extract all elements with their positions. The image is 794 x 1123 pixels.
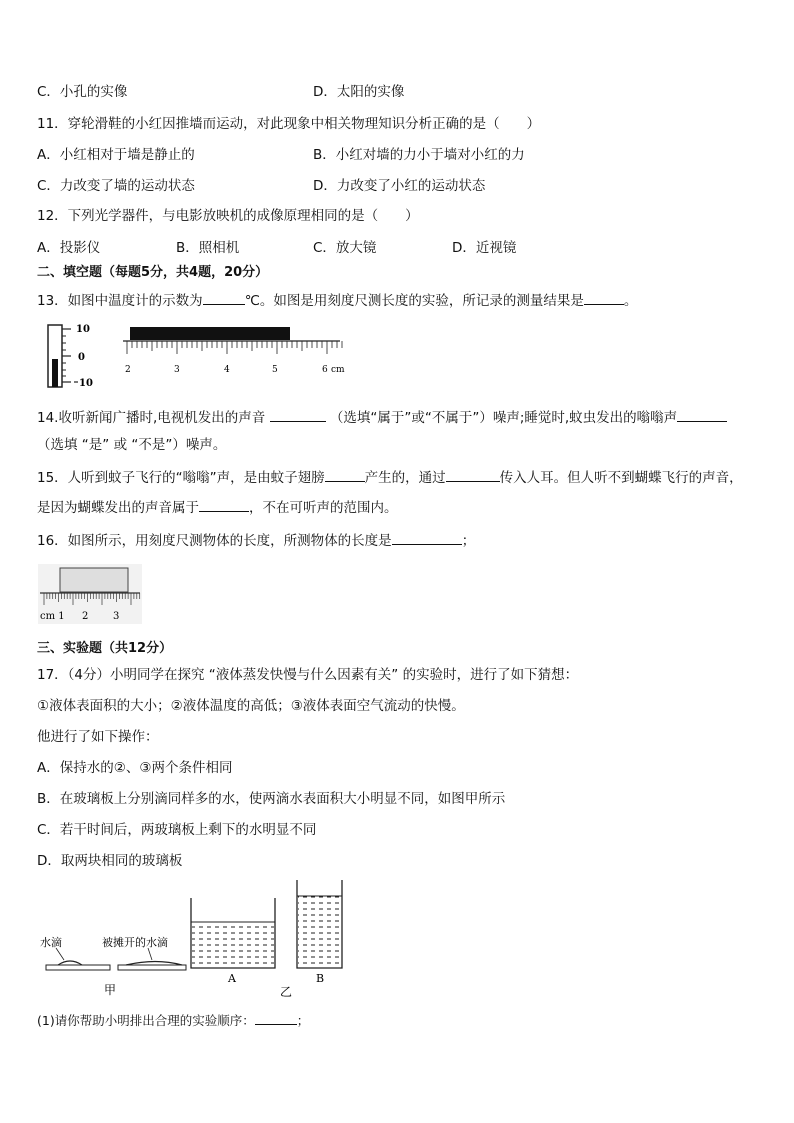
label-container-a: A	[228, 972, 236, 985]
q12-option-c: C．放大镜	[313, 240, 377, 256]
label-spread-drop: 被摊开的水滴	[102, 936, 168, 949]
label-yi: 乙	[280, 985, 293, 999]
section-2-title: 二、填空题（每题5分，共4题，20分）	[37, 265, 269, 280]
q14-line-1	[37, 407, 727, 428]
q13-ruler-svg	[118, 325, 358, 380]
q15-text-4: 是因为蝴蝶发出的声音属于	[37, 500, 199, 516]
q14-blank-2[interactable]	[677, 407, 727, 422]
measured-bar	[130, 327, 290, 340]
label-jia: 甲	[104, 983, 117, 997]
q17-op-d: D．取两块相同的玻璃板	[37, 853, 183, 869]
q12-stem: 12．下列光学器件，与电影放映机的成像原理相同的是（ ）	[37, 208, 419, 224]
q17-stem: 17．（4分）小明同学在探究 “液体蒸发快慢与什么因素有关” 的实验时，进行了如下猜想：	[37, 667, 579, 683]
q17-op-b: B．在玻璃板上分别滴同样多的水，使两滴水表面积大小明显不同，如图甲所示	[37, 791, 506, 807]
q13-stem	[37, 290, 637, 311]
q12-option-d: D．近视镜	[452, 240, 517, 256]
q17-sub1-text: (1)请你帮助小明排出合理的实验顺序：	[37, 1013, 255, 1028]
q17-op-c: C．若干时间后，两玻璃板上剩下的水明显不同	[37, 822, 317, 838]
q15-line-2	[37, 497, 398, 518]
q15-blank-2[interactable]	[446, 467, 500, 482]
q15-blank-3[interactable]	[199, 497, 249, 512]
q16-stem	[37, 530, 475, 551]
q13-text-2: ℃。如图是用刻度尺测长度的实验，所记录的测量结果是	[244, 293, 584, 309]
q17-sub1	[37, 1010, 309, 1031]
q16-ruler-svg	[38, 564, 142, 624]
ruler-unit: cm	[331, 365, 345, 375]
section-3-title: 三、实验题（共12分）	[37, 641, 173, 656]
thermo-label-top: 10	[76, 324, 90, 335]
q16-ruler-label-2: 2	[82, 611, 89, 622]
q15-line-1	[37, 467, 743, 488]
q11-stem: 11．穿轮滑鞋的小红因推墙而运动，对此现象中相关物理知识分析正确的是（ ）	[37, 116, 541, 132]
q15-text-2: 产生的，通过	[364, 470, 446, 486]
thermometer-figure	[38, 323, 98, 389]
q17-guesses: ①液体表面积的大小；②液体温度的高低；③液体表面空气流动的快慢。	[37, 698, 465, 714]
q17-figure-svg	[38, 876, 358, 1000]
water-drop-shape	[58, 961, 82, 965]
q16-blank-1[interactable]	[392, 530, 462, 545]
label-container-b: B	[316, 972, 325, 985]
q13-text-3: 。	[623, 293, 638, 309]
q16-ruler-figure	[38, 564, 142, 624]
q17-ops-intro: 他进行了如下操作：	[37, 729, 159, 745]
q16-text-1: 16．如图所示，用刻度尺测物体的长度，所测物体的长度是	[37, 533, 392, 549]
q14-text-2: （选填“属于”或“不属于”）噪声;睡觉时,蚊虫发出的嗡嗡声	[329, 410, 678, 426]
q14-text-1: 14.收听新闻广播时,电视机发出的声音	[37, 410, 266, 426]
q11-option-b: B．小红对墙的力小于墙对小红的力	[313, 147, 525, 163]
ruler-label-3: 3	[174, 365, 180, 375]
q11-option-c: C．力改变了墙的运动状态	[37, 178, 195, 194]
ruler-label-6: 6	[322, 365, 328, 375]
q17-op-a: A．保持水的②、③两个条件相同	[37, 760, 233, 776]
q15-text-5: ，不在可听声的范围内。	[249, 500, 398, 516]
q11-option-d: D．力改变了小红的运动状态	[313, 178, 486, 194]
q13-blank-2[interactable]	[584, 290, 624, 305]
thermometer-svg	[38, 323, 98, 389]
q13-text-1: 13．如图中温度计的示数为	[37, 293, 203, 309]
q12-option-b: B．照相机	[176, 240, 240, 256]
q11-option-a: A．小红相对于墙是静止的	[37, 147, 195, 163]
ruler-label-4: 4	[224, 365, 230, 375]
ruler-label-5: 5	[272, 365, 278, 375]
q16-ruler-label-1: cm 1	[40, 611, 65, 622]
q14-blank-1[interactable]	[270, 407, 326, 422]
q15-blank-1[interactable]	[325, 467, 365, 482]
q17-figure	[38, 876, 358, 1000]
q16-ruler-label-3: 3	[113, 611, 120, 622]
q10-option-c: C．小孔的实像	[37, 84, 128, 100]
q12-option-a: A．投影仪	[37, 240, 101, 256]
ruler-ticks	[127, 341, 342, 354]
q10-option-d: D．太阳的实像	[313, 84, 405, 100]
q15-text-1: 15．人听到蚊子飞行的“嗡嗡”声，是由蚊子翅膀	[37, 470, 325, 486]
thermo-label-zero: 0	[78, 352, 85, 363]
q17-sub1-blank[interactable]	[255, 1010, 297, 1025]
ruler-label-2: 2	[125, 365, 131, 375]
q17-sub1-end: ；	[296, 1013, 310, 1028]
label-water-drop: 水滴	[40, 936, 62, 949]
q16-text-2: ；	[461, 533, 476, 549]
q13-ruler-figure	[118, 325, 358, 380]
q15-text-3: 传入人耳。但人听不到蝴蝶飞行的声音，	[499, 470, 743, 486]
thermo-label-bottom: 10	[79, 378, 93, 389]
spread-drop-shape	[126, 962, 182, 966]
q13-blank-1[interactable]	[203, 290, 245, 305]
q14-line-2: （选填 “是” 或 “不是”）噪声。	[37, 437, 227, 453]
